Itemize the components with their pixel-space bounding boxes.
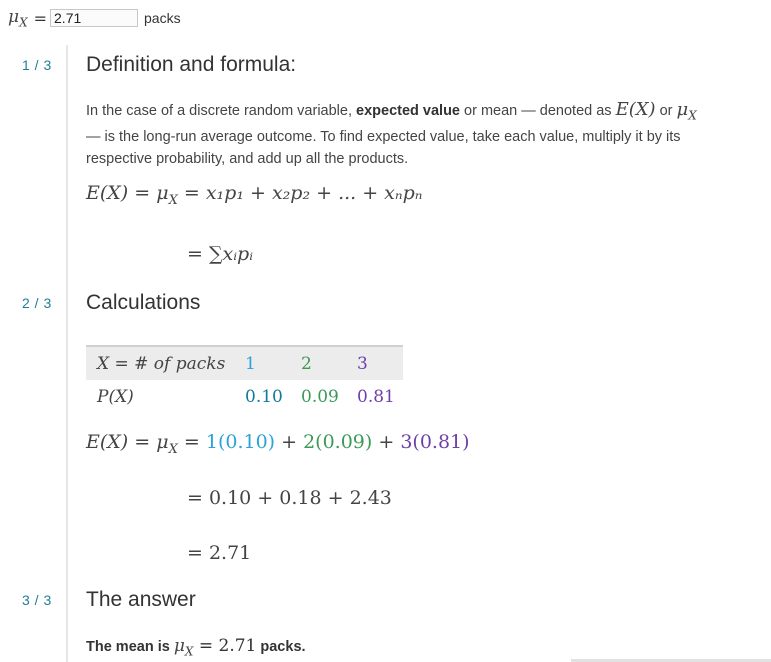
table-cell: 3 — [357, 353, 368, 374]
formula-line-2: = ∑xᵢpᵢ — [187, 243, 254, 265]
step-1-number: 1 / 3 — [22, 57, 52, 73]
table-cell: 0.81 — [357, 386, 395, 407]
step-2-heading: Calculations — [86, 291, 201, 314]
table-row — [86, 346, 403, 380]
bold-term: expected value — [356, 103, 460, 119]
table-row-label: P(X) — [97, 386, 134, 407]
answer-unit: packs — [144, 10, 181, 26]
answer-row — [8, 7, 181, 29]
table-header-label: X = # of packs — [97, 353, 226, 374]
calc-line-3: = 2.71 — [187, 542, 252, 564]
probability-table — [86, 345, 403, 413]
calc-line-1: $E(X) = \mu_X = 1(0.10) + 2(0.09) + 3(0.81)$ — [86, 431, 470, 457]
equals-sign: = — [33, 8, 48, 28]
table-cell: 2 — [301, 353, 312, 374]
step-3-heading: The answer — [86, 588, 196, 611]
step-3-number: 3 / 3 — [22, 592, 52, 608]
step-1-heading: Definition and formula: — [86, 53, 297, 76]
step-divider — [0, 45, 68, 662]
table-cell: 0.10 — [245, 386, 283, 407]
definition-text: In the case of a discrete random variable, expected value or mean — denoted as E(X) or $\mu_X$ — is the long-run average outcome. To find expected value, take each value, multiply it by its respective probability, and add up all the products. — [86, 99, 697, 167]
step-2-number: 2 / 3 — [22, 295, 52, 311]
answer-statement: The mean is $\mu_X = 2.71$ packs. — [86, 636, 306, 659]
table-cell: 0.09 — [301, 386, 339, 407]
mu-symbol: $\mu_X$ — [8, 6, 28, 30]
answer-input[interactable] — [50, 9, 138, 27]
calc-line-2: = 0.10 + 0.18 + 2.43 — [187, 487, 392, 509]
table-cell: 1 — [245, 353, 256, 374]
table-row — [86, 380, 403, 413]
formula-line-1: $E(X) = \mu_X = x_1p_1 + x_2p_2$ + ... + xₙpₙ — [86, 182, 423, 208]
